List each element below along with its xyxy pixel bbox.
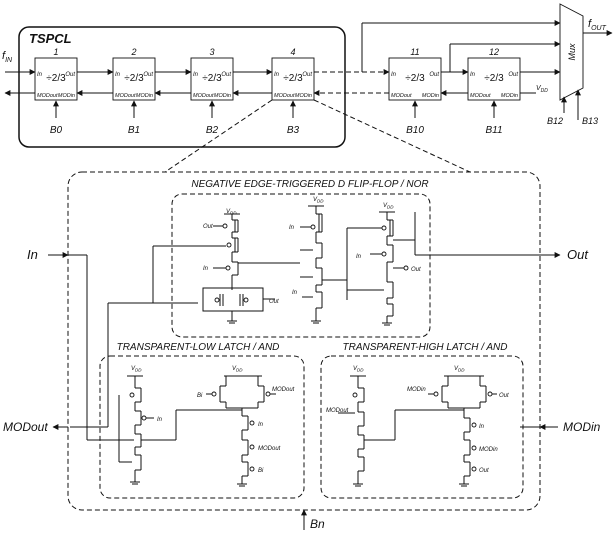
dff-label-in-c: In [292,290,298,296]
vdd-label: $V_{DD}$ [353,366,364,373]
latch-high-label-modin-mid: MODin [479,447,498,453]
divider-modin-port: MODin [135,93,153,99]
dff-label-in-d: In [356,254,362,260]
vdd-label: $V_{DD}$ [232,366,243,373]
dff-label-in-a: In [203,266,209,272]
divider-11 [389,47,441,136]
divider-in-port: In [115,72,121,78]
divider-in-port: In [470,72,476,78]
divider-modout-port: MODout [193,93,214,99]
divider-out-port: Out [143,72,153,78]
dff-block [172,179,430,337]
divider-control: B10 [406,125,424,136]
divider-out-port: Out [65,72,75,78]
vdd-label: $V_{DD}$ [383,203,394,210]
fin-label: $f_{IN}$ [2,50,13,64]
divider-modin-port: MODin [500,93,518,99]
divider-ratio: ÷2/3 [484,73,504,84]
divider-index: 4 [290,47,296,57]
tspcl-label: TSPCL [29,31,72,46]
dff-label-out-right: Out [411,267,421,273]
latch-low-label-in-left: In [157,417,163,423]
divider-modout-port: MODout [115,93,136,99]
divider-out-port: Out [508,72,518,78]
latch-high-label-modout-left: MODout [326,408,349,414]
divider-control: B3 [286,125,300,136]
fout-label: $f_{OUT}$ [588,18,606,32]
divider-modin-port: MODin [294,93,312,99]
output-mux [547,4,612,126]
divider-modin-port: MODin [213,93,231,99]
dff-stage-2 [289,197,347,323]
latch-high-block [321,342,523,498]
divider-modin-port: MODin [57,93,75,99]
latch-low-label-bi-top: Bi [197,393,203,399]
latch-low-label-modout-top: MODout [272,387,295,393]
mux-label: Mux [567,43,577,61]
latch-high-label-out-bottom: Out [479,468,489,474]
divider-control: B0 [49,125,63,136]
latch-high-label-modin-top: MODin [407,387,426,393]
divider-index: 3 [209,47,215,57]
divider-index: 11 [410,47,420,57]
divider-control: B11 [485,125,503,136]
mux-control-b12: B12 [546,116,564,126]
divider-in-port: In [193,72,199,78]
latch-high-frame [321,356,523,498]
zoom-line-right [314,100,470,172]
divider-index: 12 [488,47,500,57]
divider-in-port: In [274,72,280,78]
divider-in-port: In [37,72,43,78]
latch-high-label-out-top: Out [499,393,509,399]
divider-ratio: ÷2/3 [46,73,66,84]
vdd-label: $V_{DD}$ [313,197,324,204]
dff-label-out-bottom: Out [269,299,279,305]
detail-bn-label: Bn [310,517,325,531]
divider-in-port: In [391,72,397,78]
latch-low-label-bi-bottom: Bi [258,468,264,474]
latch-high-title: TRANSPARENT-HIGH LATCH / AND [342,342,508,353]
vdd-label: $V_{DD}$ [226,209,237,216]
detail-out-label: Out [567,247,588,262]
divider-modout-port: MODout [274,93,295,99]
divider-control: B2 [205,125,219,136]
divider-4 [272,47,314,136]
dff-label-out-left: Out [203,224,213,230]
latch-low-title: TRANSPARENT-LOW LATCH / AND [116,342,280,353]
divider-ratio: ÷2/3 [405,73,425,84]
divider-out-port: Out [429,72,439,78]
dff-stage-3 [347,203,421,325]
divider-ratio: ÷2/3 [283,73,303,84]
latch-high-label-in-right: In [479,424,485,430]
top-divider-chain [2,4,612,172]
divider-control: B1 [127,125,141,136]
divider-out-port: Out [302,72,312,78]
divider-index: 2 [131,47,137,57]
vdd-label: $V_{DD}$ [131,366,142,373]
divider-modout-port: MODout [391,93,412,99]
divider-12 [468,47,520,136]
divider-2 [113,47,155,136]
divider-modin-port: MODin [421,93,439,99]
divider-out-port: Out [221,72,231,78]
detail-modout-label: MODout [3,420,48,434]
zoom-line-left [165,100,272,172]
latch-low-label-modout-mid: MODout [258,446,281,452]
dff-stage-1 [203,209,300,323]
divider-ratio: ÷2/3 [202,73,222,84]
latch-low-block [100,342,304,498]
divider-detail [3,172,601,531]
divider-modout-port: MODout [470,93,491,99]
latch-low-label-in-right: In [258,422,264,428]
mux-control-b13: B13 [581,116,599,126]
dff-label-in-b: In [289,225,295,231]
latch-low-frame [100,356,304,498]
divider-3 [191,47,233,136]
divider-ratio: ÷2/3 [124,73,144,84]
detail-in-label: In [27,247,38,262]
vdd-label: $V_{DD}$ [454,366,465,373]
divider-1 [35,47,77,136]
dff-title: NEGATIVE EDGE-TRIGGERED D FLIP-FLOP / NOR [191,179,429,190]
divider-modout-port: MODout [37,93,58,99]
vdd-label: $V_{DD}$ [536,85,548,94]
divider-index: 1 [53,47,59,57]
detail-modin-label: MODin [563,420,601,434]
